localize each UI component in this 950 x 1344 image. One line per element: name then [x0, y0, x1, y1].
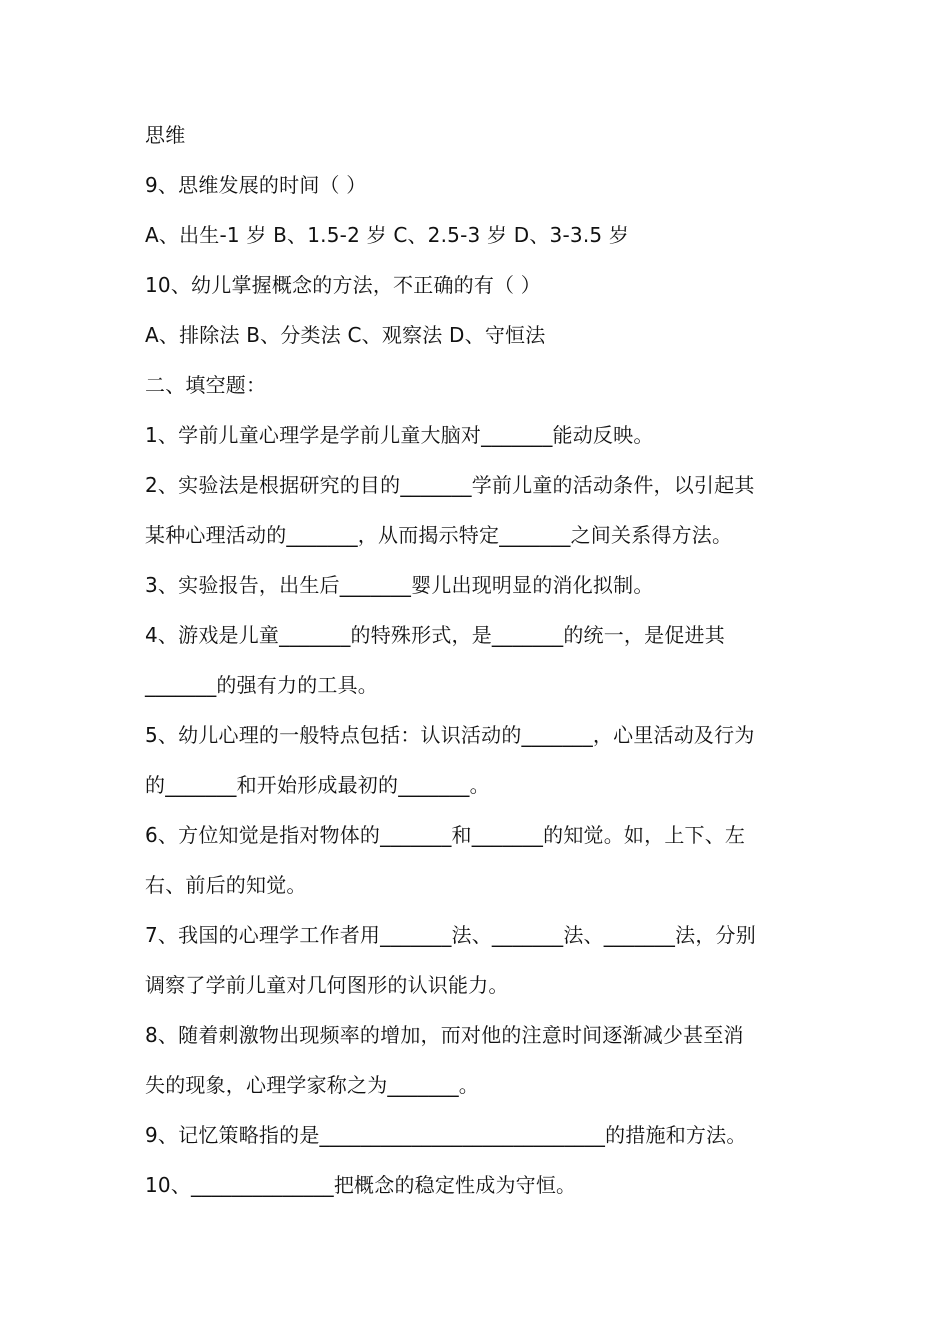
question-line: 1、学前儿童心理学是学前儿童大脑对_______能动反映。: [145, 423, 654, 447]
question-line: 的_______和开始形成最初的_______。: [145, 773, 490, 797]
question-line: 2、实验法是根据研究的目的_______学前儿童的活动条件，以引起其: [145, 473, 755, 497]
question-line: 9、记忆策略指的是____________________________的措施和方法。: [145, 1123, 747, 1147]
question-line: 7、我国的心理学工作者用_______法、_______法、_______法，分别: [145, 923, 756, 947]
options-line: A、排除法 B、分类法 C、观察法 D、守恒法: [145, 323, 546, 347]
question-line: 失的现象，心理学家称之为_______。: [145, 1073, 479, 1097]
question-line: 10、______________把概念的稳定性成为守恒。: [145, 1173, 577, 1197]
question-line: 8、随着刺激物出现频率的增加，而对他的注意时间逐渐减少甚至消: [145, 1023, 744, 1047]
text-line: 思维: [145, 123, 186, 147]
options-line: A、出生-1 岁 B、1.5-2 岁 C、2.5-3 岁 D、3-3.5 岁: [145, 223, 630, 247]
question-line: 右、前后的知觉。: [145, 873, 307, 897]
question-line: 某种心理活动的_______，从而揭示特定_______之间关系得方法。: [145, 523, 733, 547]
question-line: 9、思维发展的时间（ ）: [145, 173, 367, 197]
question-line: 调察了学前儿童对几何图形的认识能力。: [145, 973, 509, 997]
question-line: 5、幼儿心理的一般特点包括：认识活动的_______，心里活动及行为: [145, 723, 755, 747]
question-line: _______的强有力的工具。: [145, 673, 378, 697]
section-heading: 二、填空题：: [145, 373, 267, 397]
question-line: 3、实验报告，出生后_______婴儿出现明显的消化拟制。: [145, 573, 654, 597]
question-line: 6、方位知觉是指对物体的_______和_______的知觉。如，上下、左: [145, 823, 746, 847]
question-line: 10、幼儿掌握概念的方法，不正确的有（ ）: [145, 273, 542, 297]
question-line: 4、游戏是儿童_______的特殊形式，是_______的统一，是促进其: [145, 623, 725, 647]
